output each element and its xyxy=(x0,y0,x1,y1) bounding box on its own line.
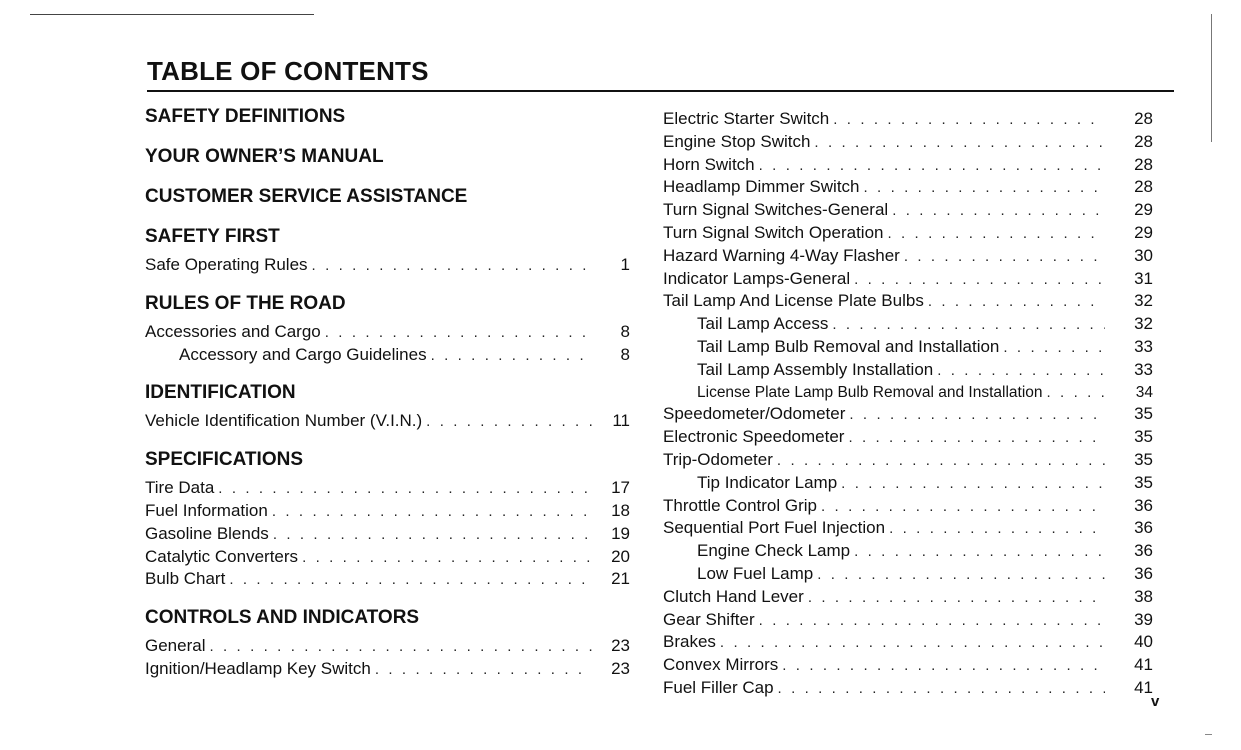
entry-page: 38 xyxy=(1134,586,1153,606)
toc-entry[interactable] xyxy=(663,449,1153,472)
entry-page: 40 xyxy=(1134,632,1153,652)
toc-section xyxy=(145,291,630,367)
entry-page: 33 xyxy=(1134,336,1153,356)
entry-label: Turn Signal Switch Operation xyxy=(663,222,884,242)
toc-subentry[interactable] xyxy=(663,540,1153,563)
leader-dots xyxy=(854,269,1105,291)
entry-page: 36 xyxy=(1134,495,1153,515)
entry-label: Gear Shifter xyxy=(663,609,755,629)
toc-section xyxy=(145,447,630,591)
toc-entry[interactable] xyxy=(663,654,1153,677)
toc-entry[interactable] xyxy=(663,154,1153,177)
entry-label: Indicator Lamps-General xyxy=(663,268,851,288)
entry-page: 28 xyxy=(1134,131,1153,151)
leader-dots xyxy=(904,246,1105,268)
toc-entry[interactable] xyxy=(663,176,1153,199)
toc-section xyxy=(145,224,630,277)
entry-label: Turn Signal Switches-General xyxy=(663,200,889,220)
leader-dots xyxy=(782,655,1105,677)
leader-dots xyxy=(854,541,1105,563)
leader-dots xyxy=(426,411,592,433)
right-column xyxy=(663,108,1153,700)
entry-page: 18 xyxy=(611,500,630,520)
leader-dots xyxy=(375,659,592,681)
toc-entry[interactable] xyxy=(145,658,630,681)
entry-label: Clutch Hand Lever xyxy=(663,586,804,606)
leader-dots xyxy=(431,345,592,367)
entry-page: 31 xyxy=(1134,268,1153,288)
entry-label: Catalytic Converters xyxy=(145,546,299,566)
entry-label: Convex Mirrors xyxy=(663,655,779,675)
toc-section xyxy=(145,144,630,170)
section-heading[interactable]: YOUR OWNER’S MANUAL xyxy=(145,146,384,167)
section-heading[interactable]: IDENTIFICATION xyxy=(145,382,296,404)
left-column xyxy=(145,104,630,695)
entry-page: 30 xyxy=(1134,245,1153,265)
leader-dots xyxy=(1003,337,1105,359)
entry-page: 28 xyxy=(1134,109,1153,128)
toc-entry[interactable] xyxy=(663,199,1153,222)
section-heading[interactable]: CONTROLS AND INDICATORS xyxy=(145,607,420,629)
entry-label: Hazard Warning 4-Way Flasher xyxy=(663,245,900,265)
entry-label: Bulb Chart xyxy=(145,569,226,589)
entry-page: 41 xyxy=(1134,677,1153,697)
top-rule xyxy=(30,14,314,15)
leader-dots xyxy=(892,200,1105,222)
entry-page: 29 xyxy=(1134,222,1153,242)
toc-subentry[interactable] xyxy=(663,313,1153,336)
entry-label: General xyxy=(145,636,206,656)
entry-label: Vehicle Identification Number (V.I.N.) xyxy=(145,411,423,431)
leader-dots xyxy=(720,632,1105,654)
leader-dots xyxy=(777,450,1105,472)
entry-page: 35 xyxy=(1134,404,1153,424)
entry-label: Electronic Speedometer xyxy=(663,427,845,447)
leader-dots xyxy=(778,678,1105,700)
entry-label: Sequential Port Fuel Injection xyxy=(663,518,886,538)
entry-label: License Plate Lamp Bulb Removal and Installation xyxy=(697,383,1043,401)
entry-label: Engine Stop Switch xyxy=(663,131,811,151)
entry-label: Low Fuel Lamp xyxy=(697,563,814,583)
entry-page: 11 xyxy=(612,411,630,431)
entry-page: 41 xyxy=(1134,655,1153,675)
leader-dots xyxy=(833,109,1105,131)
toc-entry[interactable] xyxy=(663,290,1153,313)
entry-label: Tail Lamp Assembly Installation xyxy=(697,359,934,379)
entry-label: Gasoline Blends xyxy=(145,523,269,543)
toc-entry[interactable] xyxy=(663,131,1153,154)
toc-entry[interactable] xyxy=(145,523,630,546)
entry-page: 36 xyxy=(1134,541,1153,561)
entry-page: 19 xyxy=(611,523,630,543)
leader-dots xyxy=(849,404,1105,426)
entry-label: Fuel Information xyxy=(145,500,268,520)
entry-page: 23 xyxy=(611,658,630,678)
entry-page: 8 xyxy=(620,321,630,341)
toc-entry[interactable] xyxy=(663,426,1153,449)
leader-dots xyxy=(229,569,592,591)
toc-entry[interactable] xyxy=(145,635,630,658)
leader-dots xyxy=(272,501,592,523)
leader-dots xyxy=(814,132,1105,154)
toc-subentry[interactable] xyxy=(145,344,630,367)
toc-entry[interactable] xyxy=(145,568,630,591)
toc-subentry[interactable] xyxy=(663,472,1153,495)
entry-label: Accessories and Cargo xyxy=(145,321,321,341)
entry-page: 21 xyxy=(611,569,630,589)
leader-dots xyxy=(864,177,1106,199)
section-heading[interactable]: SAFETY FIRST xyxy=(145,226,280,247)
entry-label: Tip Indicator Lamp xyxy=(697,472,838,492)
leader-dots xyxy=(759,155,1105,177)
entry-label: Horn Switch xyxy=(663,154,755,174)
leader-dots xyxy=(808,587,1105,609)
leader-dots xyxy=(817,564,1105,586)
entry-label: Tail Lamp Bulb Removal and Installation xyxy=(697,336,1000,356)
toc-entry[interactable] xyxy=(145,321,630,344)
toc-entry[interactable] xyxy=(145,410,630,433)
leader-dots xyxy=(887,223,1105,245)
entry-page: 23 xyxy=(611,636,630,656)
entry-label: Tail Lamp Access xyxy=(697,314,829,334)
entry-page: 28 xyxy=(1134,154,1153,174)
entry-label: Fuel Filler Cap xyxy=(663,677,774,697)
leader-dots xyxy=(759,610,1105,632)
toc-entry[interactable] xyxy=(663,677,1153,700)
entry-page: 28 xyxy=(1134,177,1153,197)
toc-entry[interactable] xyxy=(145,477,630,500)
entry-label: Ignition/Headlamp Key Switch xyxy=(145,658,371,678)
entry-label: Tail Lamp And License Plate Bulbs xyxy=(663,291,924,311)
leader-dots xyxy=(218,478,592,500)
toc-entry[interactable] xyxy=(663,403,1153,426)
toc-subentry[interactable] xyxy=(663,359,1153,382)
entry-page: 39 xyxy=(1134,609,1153,629)
leader-dots xyxy=(209,636,592,658)
toc-entry[interactable] xyxy=(663,108,1153,131)
toc-section xyxy=(145,605,630,681)
toc-entry[interactable] xyxy=(663,609,1153,632)
toc-entry[interactable] xyxy=(663,586,1153,609)
entry-page: 34 xyxy=(1135,383,1153,401)
entry-label: Brakes xyxy=(663,632,716,652)
toc-entry[interactable] xyxy=(145,500,630,523)
toc-section xyxy=(145,184,630,210)
toc-subentry[interactable] xyxy=(663,563,1153,586)
margin-rule xyxy=(1211,14,1212,142)
entry-page: 32 xyxy=(1134,291,1153,311)
toc-entry[interactable] xyxy=(663,495,1153,518)
toc-entry[interactable] xyxy=(145,254,630,277)
entry-page: 1 xyxy=(620,255,630,274)
section-heading[interactable]: CUSTOMER SERVICE ASSISTANCE xyxy=(145,186,468,207)
page-number: v xyxy=(1151,693,1160,710)
entry-page: 29 xyxy=(1134,200,1153,220)
entry-page: 20 xyxy=(611,546,630,566)
toc-entry[interactable] xyxy=(663,222,1153,245)
entry-page: 32 xyxy=(1134,314,1153,334)
leader-dots xyxy=(821,496,1105,518)
toc-subentry[interactable] xyxy=(663,382,1153,404)
leader-dots xyxy=(848,427,1105,449)
section-heading[interactable]: RULES OF THE ROAD xyxy=(145,292,346,314)
entry-page: 35 xyxy=(1134,427,1153,447)
toc-entry[interactable] xyxy=(145,546,630,569)
section-heading[interactable]: SAFETY DEFINITIONS xyxy=(145,106,346,127)
leader-dots xyxy=(937,360,1105,382)
entry-page: 35 xyxy=(1134,449,1153,469)
entry-page: 8 xyxy=(620,344,630,364)
toc-entry[interactable] xyxy=(663,517,1153,540)
leader-dots xyxy=(832,314,1105,336)
leader-dots xyxy=(325,322,592,344)
title-rule xyxy=(147,90,1174,92)
entry-label: Throttle Control Grip xyxy=(663,495,817,515)
entry-label: Headlamp Dimmer Switch xyxy=(663,177,860,197)
toc-subentry[interactable] xyxy=(663,336,1153,359)
entry-label: Safe Operating Rules xyxy=(145,255,308,274)
leader-dots xyxy=(889,518,1105,540)
entry-page: 36 xyxy=(1134,518,1153,538)
entry-label: Engine Check Lamp xyxy=(697,541,851,561)
entry-label: Trip-Odometer xyxy=(663,449,773,469)
toc-entry[interactable] xyxy=(663,631,1153,654)
entry-page: 35 xyxy=(1134,472,1153,492)
leader-dots xyxy=(302,547,592,569)
toc-section xyxy=(145,380,630,433)
leader-dots xyxy=(1047,382,1105,404)
section-heading[interactable]: SPECIFICATIONS xyxy=(145,449,303,471)
entry-label: Accessory and Cargo Guidelines xyxy=(179,344,427,364)
entry-label: Speedometer/Odometer xyxy=(663,404,846,424)
leader-dots xyxy=(273,524,592,546)
entry-page: 17 xyxy=(611,478,630,498)
corner-mark xyxy=(1205,734,1212,735)
toc-entry[interactable] xyxy=(663,268,1153,291)
entry-label: Electric Starter Switch xyxy=(663,109,830,128)
leader-dots xyxy=(928,291,1105,313)
entry-page: 33 xyxy=(1134,359,1153,379)
toc-entry[interactable] xyxy=(663,245,1153,268)
page-title: TABLE OF CONTENTS xyxy=(147,56,429,86)
leader-dots xyxy=(312,255,592,277)
entry-label: Tire Data xyxy=(145,478,215,498)
leader-dots xyxy=(841,473,1105,495)
toc-section xyxy=(145,104,630,130)
entry-page: 36 xyxy=(1134,563,1153,583)
